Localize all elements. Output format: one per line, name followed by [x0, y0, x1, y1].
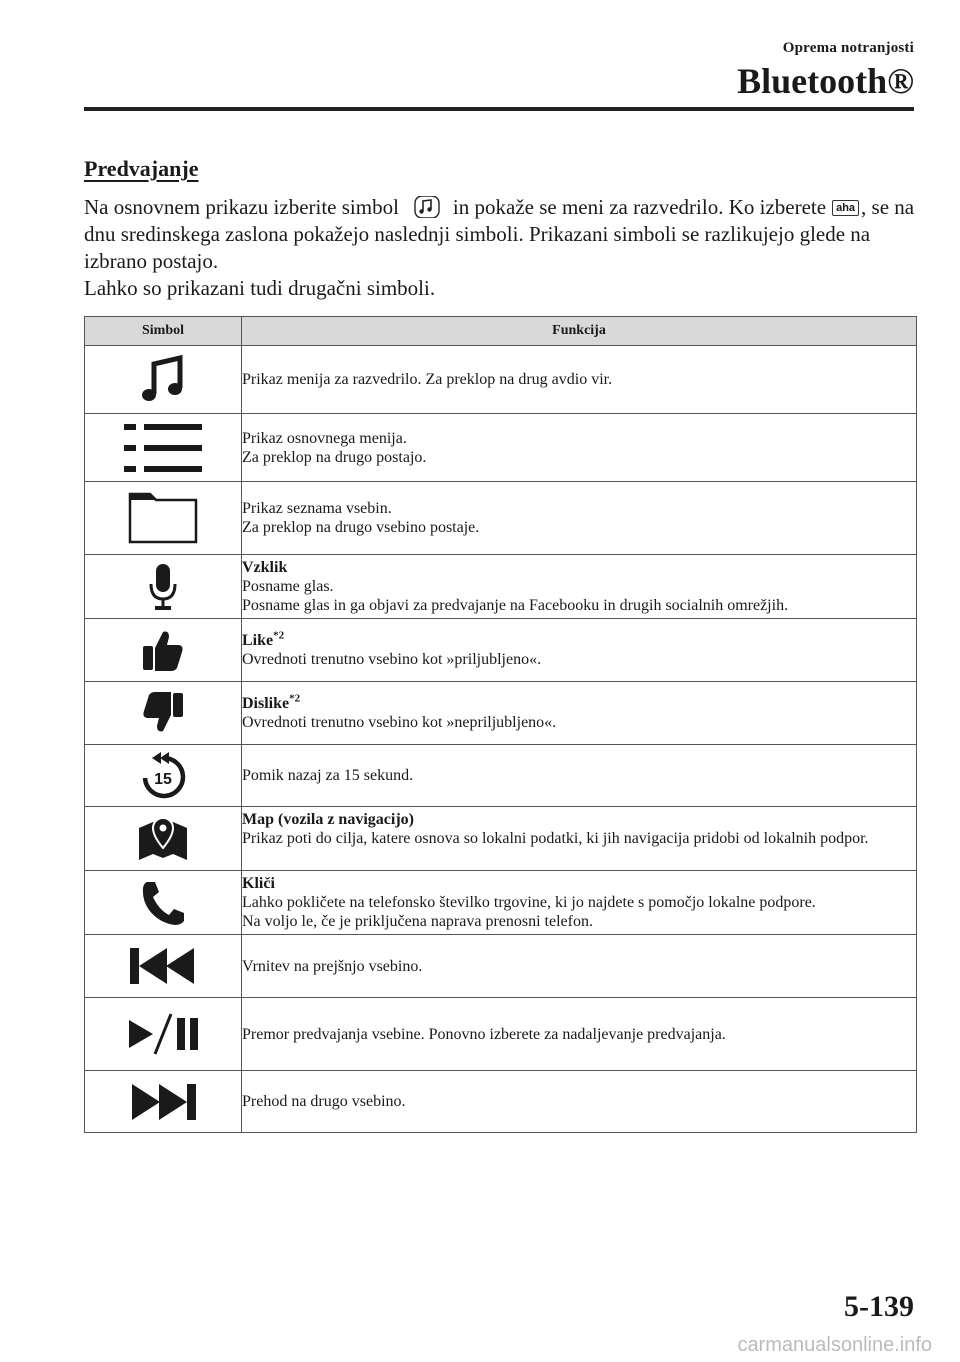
list-menu-icon [124, 424, 202, 472]
function-cell [242, 935, 917, 998]
symbol-cell [85, 482, 242, 555]
symbol-cell [85, 619, 242, 682]
folder-icon [128, 492, 198, 544]
header-function: Funkcija [242, 317, 917, 346]
function-title: Vzklik [242, 559, 288, 576]
microphone-icon [148, 563, 178, 611]
symbols-table [84, 316, 917, 1133]
table-row [85, 807, 917, 871]
function-title [242, 694, 916, 713]
section-heading: Predvajanje [84, 156, 199, 181]
function-cell [242, 346, 917, 414]
function-line: Pomik nazaj za 15 sekund. [242, 767, 414, 784]
symbol-cell [85, 414, 242, 482]
table-row [85, 619, 917, 682]
function-cell [242, 482, 917, 555]
symbol-cell [85, 1071, 242, 1133]
function-line: Posname glas. [242, 578, 334, 595]
symbol-cell [85, 555, 242, 619]
table-row [85, 935, 917, 998]
rewind-15-icon [139, 752, 187, 800]
table-row [85, 414, 917, 482]
function-cell [242, 871, 917, 935]
function-line: Prehod na drugo vsebino. [242, 1093, 406, 1110]
table-row [85, 745, 917, 807]
function-cell [242, 807, 917, 871]
function-cell [242, 555, 917, 619]
function-line: Za preklop na drugo postajo. [242, 448, 427, 466]
function-cell [242, 998, 917, 1071]
footnote-ref: *2 [273, 629, 285, 642]
table-row [85, 482, 917, 555]
function-line: Na voljo le, če je priključena naprava prenosni telefon. [242, 913, 593, 930]
symbol-cell [85, 682, 242, 745]
table-row [85, 871, 917, 935]
table-row [85, 682, 917, 745]
function-title: Map (vozila z navigacijo) [242, 811, 414, 828]
function-title: Kliči [242, 875, 275, 892]
function-line: Ovrednoti trenutno vsebino kot »nepriljubljeno«. [242, 714, 557, 731]
thumbs-down-icon [141, 691, 185, 735]
function-line: Lahko pokličete na telefonsko številko trgovine, ki jo najdete s pomočjo lokalne podpore. [242, 894, 816, 911]
table-row [85, 346, 917, 414]
symbol-cell [85, 998, 242, 1071]
function-line: Ovrednoti trenutno vsebino kot »priljubljeno«. [242, 651, 542, 668]
header-symbol: Simbol [85, 317, 242, 346]
map-pin-icon [137, 816, 189, 862]
function-title [242, 631, 916, 650]
function-cell [242, 1071, 917, 1133]
skip-next-icon [130, 1084, 196, 1120]
music-note-icon [138, 354, 188, 406]
intro-text-3: , se na dnu sredinskega zaslona pokažejo naslednji simboli. Prikazani simboli se razlikujejo glede na izbrano postajo. [84, 195, 915, 273]
function-cell [242, 682, 917, 745]
table-row [85, 1071, 917, 1133]
function-line: Za preklop na drugo vsebino postaje. [242, 519, 480, 536]
intro-text-2: in pokaže se meni za razvedrilo. Ko izberete [452, 195, 827, 219]
watermark: carmanualsonline.info [737, 1334, 932, 1356]
table-row [85, 555, 917, 619]
function-line: Prikaz menija za razvedrilo. Za preklop na drug avdio vir. [242, 371, 613, 388]
footnote-ref: *2 [289, 692, 301, 705]
play-pause-icon [127, 1012, 199, 1056]
intro-text-4: Lahko so prikazani tudi drugačni simboli. [84, 276, 436, 300]
header-rule [84, 107, 914, 111]
music-note-icon [409, 196, 445, 218]
intro-paragraph [84, 194, 920, 302]
intro-text-1: Na osnovnem prikazu izberite simbol [84, 195, 399, 219]
section-label: Oprema notranjosti [782, 40, 914, 56]
function-cell [242, 619, 917, 682]
table-row [85, 998, 917, 1071]
function-cell [242, 414, 917, 482]
title-text: Like [242, 632, 274, 649]
page-number: 5-139 [844, 1290, 914, 1323]
symbol-cell [85, 871, 242, 935]
function-line: Prikaz osnovnega menija. [242, 429, 407, 447]
function-line: Prikaz seznama vsebin. [242, 500, 392, 517]
function-line: Vrnitev na prejšnjo vsebino. [242, 957, 423, 975]
skip-previous-icon [130, 948, 196, 984]
thumbs-up-icon [141, 628, 185, 672]
table-header-row [85, 317, 917, 346]
function-line: Posname glas in ga objavi za predvajanje na Facebooku in drugih socialnih omrežjih. [242, 597, 789, 614]
function-line: Prikaz poti do cilja, katere osnova so lokalni podatki, ki jih navigacija pridobi od lokalnih podpor. [242, 830, 869, 847]
symbol-cell [85, 807, 242, 871]
function-line: Premor predvajanja vsebine. Ponovno izberete za nadaljevanje predvajanja. [242, 1025, 726, 1043]
aha-badge: aha [832, 200, 859, 216]
function-cell [242, 745, 917, 807]
phone-icon [141, 880, 185, 926]
rewind-label: 15 [154, 770, 172, 788]
title-text: Dislike [242, 695, 290, 712]
symbol-cell [85, 935, 242, 998]
chapter-title: Bluetooth® [737, 61, 914, 101]
symbol-cell [85, 745, 242, 807]
symbol-cell [85, 346, 242, 414]
